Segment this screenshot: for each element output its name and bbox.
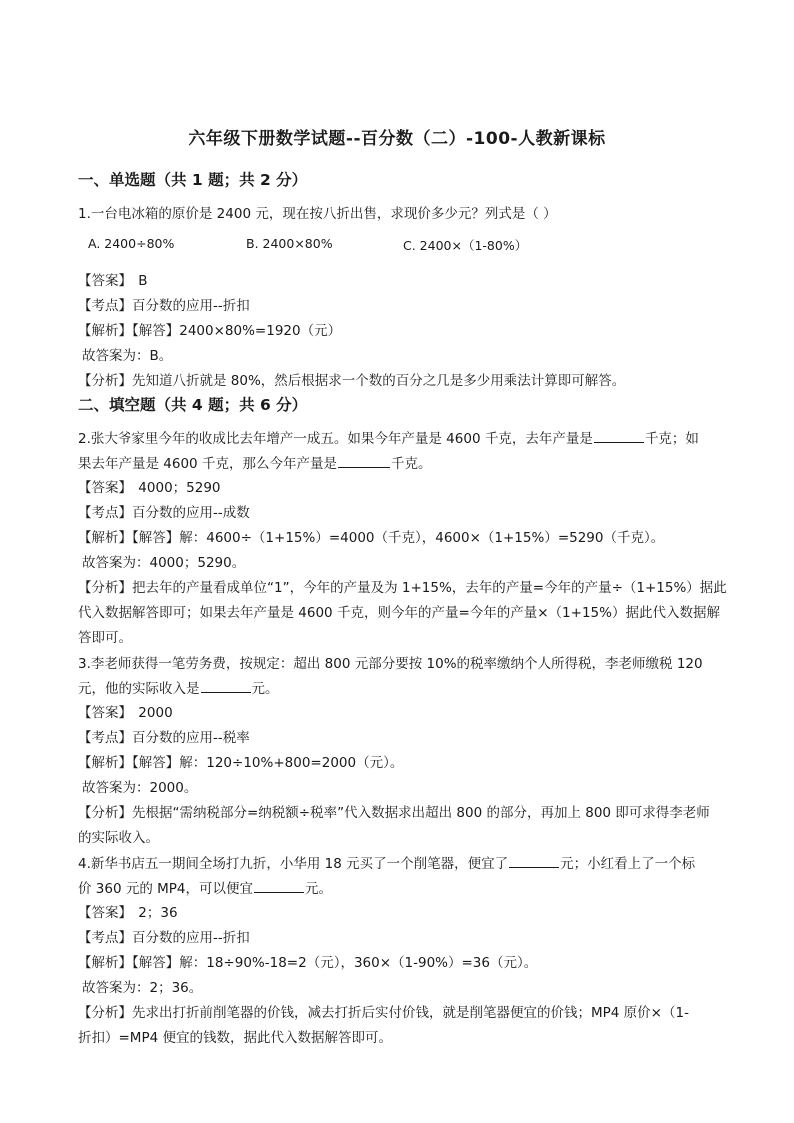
q3-stem-line-1: 3.李老师获得一笔劳务费，按规定：超出 800 元部分要按 10%的税率缴纳个人所得税，李老师缴税 120 [78, 656, 703, 672]
q2-blank-1 [594, 430, 644, 443]
q4-point-value: 百分数的应用--折扣 [132, 930, 250, 946]
q4-stem-part-3: 价 360 元的 MP4，可以便宜 [78, 881, 254, 897]
q2-reason-line-3: 答即可。 [78, 630, 132, 646]
q3-reason-value-1: 先根据“需纳税部分=纳税额÷税率”代入数据求出超出 800 的部分，再加上 800 即可求得李老师 [132, 805, 710, 821]
answer-label: 【答案】 [78, 905, 132, 921]
q1-analysis [78, 319, 341, 339]
q1-answer-value: B [138, 273, 148, 289]
solve-label: 【解答】 [132, 755, 180, 771]
q4-blank-1 [509, 855, 559, 868]
analysis-label: 【解析】 [78, 530, 132, 546]
q4-stem-part-1: 4.新华书店五一期间全场打九折，小华用 18 元买了一个削笔器，便宜了 [78, 856, 509, 872]
q4-stem-line-1 [78, 852, 695, 872]
q2-stem-part-2: 千克；如 [644, 431, 699, 447]
q3-stem-line-2 [78, 677, 279, 697]
reason-label: 【分析】 [78, 373, 132, 389]
q4-analysis [78, 951, 537, 971]
q3-conclusion: 故答案为：2000。 [82, 780, 198, 796]
q4-conclusion: 故答案为：2；36。 [82, 980, 203, 996]
q4-reason-value-1: 先求出打折前削笔器的价钱，减去打折后实付价钱，就是削笔器便宜的价钱；MP4 原价×（1- [132, 1005, 689, 1021]
q1-reason [78, 369, 625, 389]
point-label: 【考点】 [78, 730, 132, 746]
q4-solve-value: 解：18÷90%-18=2（元），360×（1-90%）=36（元）。 [179, 955, 538, 971]
solve-label: 【解答】 [132, 323, 180, 339]
analysis-label: 【解析】 [78, 323, 132, 339]
q4-stem-line-2 [78, 877, 332, 897]
q3-stem-part-2: 元。 [251, 681, 279, 697]
point-label: 【考点】 [78, 298, 132, 314]
q3-reason-line-2: 的实际收入。 [78, 830, 159, 846]
solve-label: 【解答】 [132, 530, 180, 546]
q1-answer [78, 269, 148, 289]
answer-label: 【答案】 [78, 480, 132, 496]
q2-answer-value: 4000；5290 [138, 480, 221, 496]
q2-conclusion: 故答案为：4000；5290。 [82, 555, 246, 571]
q4-answer-value: 2；36 [138, 905, 178, 921]
q2-point-value: 百分数的应用--成数 [132, 505, 250, 521]
q3-analysis [78, 751, 403, 771]
q4-reason-line-2: 折扣）=MP4 便宜的钱数，据此代入数据解答即可。 [78, 1030, 392, 1046]
q4-answer [78, 901, 178, 921]
q4-blank-2 [254, 880, 304, 893]
q4-stem-part-2: 元；小红看上了一个标 [560, 856, 696, 872]
q1-point [78, 294, 250, 314]
analysis-label: 【解析】 [78, 755, 132, 771]
q3-stem-part-1: 元，他的实际收入是 [78, 681, 200, 697]
q3-reason-line-1 [78, 801, 710, 821]
document-title: 六年级下册数学试题--百分数（二）-100-人教新课标 [188, 129, 606, 149]
q2-stem-part-4: 千克。 [390, 456, 432, 472]
reason-label: 【分析】 [78, 580, 132, 596]
q4-point [78, 926, 250, 946]
q1-stem: 1.一台电冰箱的原价是 2400 元，现在按八折出售，求现价多少元？列式是（ ） [78, 206, 557, 222]
q3-solve-value: 解：120÷10%+800=2000（元）。 [179, 755, 404, 771]
q4-reason-line-1 [78, 1001, 689, 1021]
section-heading-single-choice: 一、单选题（共 1 题；共 2 分） [78, 171, 308, 189]
reason-label: 【分析】 [78, 805, 132, 821]
q2-stem-line-2 [78, 452, 431, 472]
q2-stem-part-1: 2.张大爷家里今年的收成比去年增产一成五。如果今年产量是 4600 千克，去年产量是 [78, 431, 593, 447]
q4-stem-part-4: 元。 [305, 881, 333, 897]
q3-answer [78, 701, 173, 721]
analysis-label: 【解析】 [78, 955, 132, 971]
point-label: 【考点】 [78, 505, 132, 521]
q1-solve-value: 2400×80%=1920（元） [179, 323, 342, 339]
q3-point-value: 百分数的应用--税率 [132, 730, 250, 746]
q1-option-c: C. 2400×（1-80%） [403, 238, 528, 253]
q2-stem-line-1 [78, 427, 699, 447]
q2-reason-line-1 [78, 576, 727, 596]
answer-label: 【答案】 [78, 705, 132, 721]
q3-blank-1 [201, 680, 251, 693]
reason-label: 【分析】 [78, 1005, 132, 1021]
q2-reason-value-1: 把去年的产量看成单位“1”，今年的产量及为 1+15%，去年的产量=今年的产量÷（1+15%）据此 [132, 580, 727, 596]
solve-label: 【解答】 [132, 955, 180, 971]
q1-option-a: A. 2400÷80% [88, 236, 175, 251]
q1-conclusion: 故答案为：B。 [82, 348, 173, 364]
q3-answer-value: 2000 [138, 705, 173, 721]
q2-answer [78, 476, 221, 496]
q2-stem-part-3: 果去年产量是 4600 千克，那么今年产量是 [78, 456, 337, 472]
q1-reason-value: 先知道八折就是 80%，然后根据求一个数的百分之几是多少用乘法计算即可解答。 [132, 373, 626, 389]
q3-point [78, 726, 250, 746]
q1-point-value: 百分数的应用--折扣 [132, 298, 250, 314]
section-heading-fill-blank: 二、填空题（共 4 题；共 6 分） [78, 396, 308, 414]
q2-point [78, 501, 250, 521]
q2-reason-line-2: 代入数据解答即可；如果去年产量是 4600 千克，则今年的产量=今年的产量×（1+15%）据此代入数据解 [78, 605, 720, 621]
q1-option-b: B. 2400×80% [246, 236, 333, 251]
q2-blank-2 [338, 455, 390, 468]
q2-analysis [78, 526, 664, 546]
answer-label: 【答案】 [78, 273, 132, 289]
point-label: 【考点】 [78, 930, 132, 946]
q2-solve-value: 解：4600÷（1+15%）=4000（千克），4600×（1+15%）=5290（千克）。 [179, 530, 665, 546]
